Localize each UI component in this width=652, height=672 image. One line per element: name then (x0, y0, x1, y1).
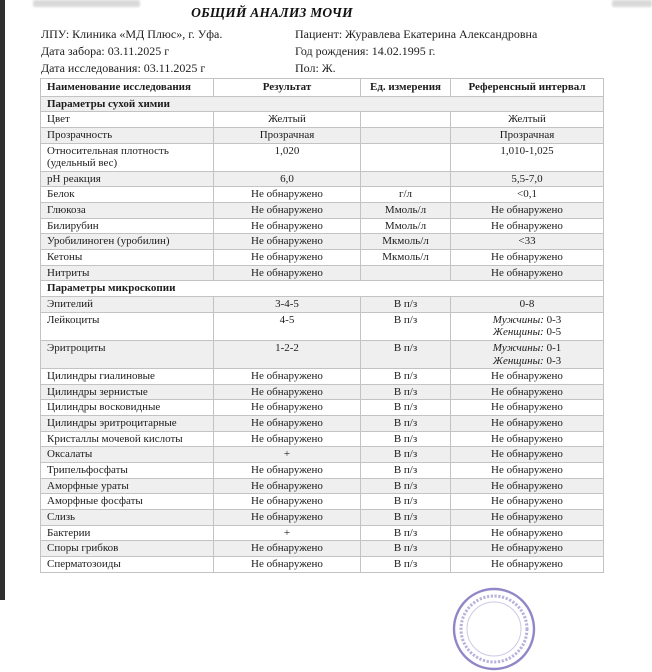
test-unit: В п/з (361, 296, 451, 312)
test-result: 3-4-5 (214, 296, 361, 312)
reference-interval: Не обнаружено (451, 525, 604, 541)
info-line-test-date: Дата исследования: 03.11.2025 г (41, 61, 206, 76)
reference-interval: Не обнаружено (451, 218, 604, 234)
test-name: Цилиндры восковидные (41, 400, 214, 416)
test-unit: В п/з (361, 556, 451, 572)
test-unit (361, 265, 451, 281)
test-name: Билирубин (41, 218, 214, 234)
info-line-birth-year: Год рождения: 14.02.1995 г. (295, 44, 436, 59)
table-row (41, 340, 604, 368)
info-line-patient: Пациент: Журавлева Екатерина Александровна (295, 27, 538, 41)
scan-edge-artifact (0, 0, 5, 600)
table-row (41, 112, 604, 128)
reference-interval: Не обнаружено (451, 265, 604, 281)
reference-interval (451, 340, 604, 368)
table-row (41, 218, 604, 234)
test-unit: В п/з (361, 312, 451, 340)
test-unit: В п/з (361, 400, 451, 416)
test-name: Эпителий (41, 296, 214, 312)
test-unit (361, 171, 451, 187)
report-info-right (295, 26, 537, 78)
test-name: Нитриты (41, 265, 214, 281)
test-result: 1-2-2 (214, 340, 361, 368)
column-header-units: Ед. измерения (361, 79, 451, 97)
scan-smudge-artifact (612, 0, 652, 7)
table-row (41, 234, 604, 250)
reference-interval: Не обнаружено (451, 431, 604, 447)
test-name: Трипельфосфаты (41, 463, 214, 479)
table-row (41, 127, 604, 143)
table-row (41, 509, 604, 525)
test-unit: В п/з (361, 525, 451, 541)
results-table (40, 78, 604, 573)
reference-interval: 5,5-7,0 (451, 171, 604, 187)
test-unit: В п/з (361, 541, 451, 557)
test-result: Прозрачная (214, 127, 361, 143)
test-unit (361, 127, 451, 143)
test-name: Цилиндры гиалиновые (41, 369, 214, 385)
test-unit: В п/з (361, 494, 451, 510)
table-row (41, 265, 604, 281)
section-row (41, 96, 604, 112)
test-name: Аморфные ураты (41, 478, 214, 494)
test-result: Не обнаружено (214, 541, 361, 557)
test-result: Не обнаружено (214, 203, 361, 219)
reference-interval: Не обнаружено (451, 509, 604, 525)
table-row (41, 431, 604, 447)
reference-interval: Не обнаружено (451, 494, 604, 510)
test-unit: Мкмоль/л (361, 250, 451, 266)
test-name: Лейкоциты (41, 312, 214, 340)
test-result: Не обнаружено (214, 400, 361, 416)
table-row (41, 143, 604, 171)
test-name: Уробилиноген (уробилин) (41, 234, 214, 250)
results-tbody (41, 96, 604, 572)
column-header-reference: Референсный интервал (451, 79, 604, 97)
test-result: Не обнаружено (214, 416, 361, 432)
section-label: Параметры сухой химии (41, 96, 604, 112)
test-name: Аморфные фосфаты (41, 494, 214, 510)
test-unit: В п/з (361, 340, 451, 368)
test-name: Относительная плотность (удельный вес) (41, 143, 214, 171)
table-row (41, 171, 604, 187)
test-name: Глюкоза (41, 203, 214, 219)
reference-interval (451, 312, 604, 340)
table-row (41, 312, 604, 340)
reference-gender-line: Женщины: 0-3 (492, 354, 562, 367)
test-name: Сперматозоиды (41, 556, 214, 572)
reference-interval: Не обнаружено (451, 556, 604, 572)
test-name: Цвет (41, 112, 214, 128)
test-name: Оксалаты (41, 447, 214, 463)
test-result: Не обнаружено (214, 494, 361, 510)
test-result: Не обнаружено (214, 234, 361, 250)
test-unit: Ммоль/л (361, 203, 451, 219)
test-unit: Ммоль/л (361, 218, 451, 234)
page-title: ОБЩИЙ АНАЛИЗ МОЧИ (191, 5, 353, 20)
reference-interval: <0,1 (451, 187, 604, 203)
reference-interval: Не обнаружено (451, 369, 604, 385)
column-header-result: Результат (214, 79, 361, 97)
test-result: Не обнаружено (214, 556, 361, 572)
test-name: Прозрачность (41, 127, 214, 143)
test-unit: В п/з (361, 369, 451, 385)
test-name: Эритроциты (41, 340, 214, 368)
test-result: Не обнаружено (214, 265, 361, 281)
reference-interval: Не обнаружено (451, 250, 604, 266)
test-name: Белок (41, 187, 214, 203)
round-stamp-icon (451, 586, 537, 672)
reference-interval: 1,010-1,025 (451, 143, 604, 171)
reference-interval: Не обнаружено (451, 384, 604, 400)
test-unit: г/л (361, 187, 451, 203)
table-row (41, 187, 604, 203)
section-row (41, 281, 604, 297)
test-result: Не обнаружено (214, 509, 361, 525)
test-name: pH реакция (41, 171, 214, 187)
table-row (41, 556, 604, 572)
table-row (41, 494, 604, 510)
table-row (41, 296, 604, 312)
test-result: Не обнаружено (214, 369, 361, 385)
reference-interval: Не обнаружено (451, 463, 604, 479)
test-result: 6,0 (214, 171, 361, 187)
test-unit: В п/з (361, 447, 451, 463)
test-result: 4-5 (214, 312, 361, 340)
test-result: Не обнаружено (214, 384, 361, 400)
test-result: + (214, 447, 361, 463)
test-unit: Мкмоль/л (361, 234, 451, 250)
test-unit (361, 112, 451, 128)
test-name: Споры грибков (41, 541, 214, 557)
table-row (41, 541, 604, 557)
reference-interval: Не обнаружено (451, 203, 604, 219)
test-result: Не обнаружено (214, 187, 361, 203)
test-result: 1,020 (214, 143, 361, 171)
reference-interval: Прозрачная (451, 127, 604, 143)
section-label: Параметры микроскопии (41, 281, 604, 297)
test-unit: В п/з (361, 478, 451, 494)
table-row (41, 250, 604, 266)
test-unit: В п/з (361, 416, 451, 432)
table-row (41, 400, 604, 416)
test-result: Не обнаружено (214, 218, 361, 234)
test-unit: В п/з (361, 384, 451, 400)
table-row (41, 384, 604, 400)
table-row (41, 369, 604, 385)
table-row (41, 447, 604, 463)
test-result: Не обнаружено (214, 478, 361, 494)
table-row (41, 416, 604, 432)
test-result: Не обнаружено (214, 463, 361, 479)
test-unit: В п/з (361, 509, 451, 525)
reference-interval: Не обнаружено (451, 447, 604, 463)
info-line-sample-date: Дата забора: 03.11.2025 г (41, 44, 170, 59)
reference-interval: Не обнаружено (451, 541, 604, 557)
test-name: Цилиндры эритроцитарные (41, 416, 214, 432)
reference-interval: Не обнаружено (451, 400, 604, 416)
test-result: Не обнаружено (214, 431, 361, 447)
test-name: Кетоны (41, 250, 214, 266)
report-info-left (41, 26, 222, 78)
info-line-sex: Пол: Ж. (295, 61, 336, 76)
test-result: Желтый (214, 112, 361, 128)
test-result: + (214, 525, 361, 541)
table-header-row (41, 79, 604, 97)
table-row (41, 203, 604, 219)
reference-interval: Не обнаружено (451, 416, 604, 432)
table-row (41, 463, 604, 479)
info-line-lpu: ЛПУ: Клиника «МД Плюс», г. Уфа. (41, 27, 223, 41)
reference-interval: Не обнаружено (451, 478, 604, 494)
test-name: Кристаллы мочевой кислоты (41, 431, 214, 447)
reference-interval: Желтый (451, 112, 604, 128)
reference-interval: <33 (451, 234, 604, 250)
table-row (41, 478, 604, 494)
reference-gender-line: Мужчины: 0-3 (492, 313, 562, 326)
test-unit: В п/з (361, 463, 451, 479)
test-unit (361, 143, 451, 171)
test-unit: В п/з (361, 431, 451, 447)
test-name: Бактерии (41, 525, 214, 541)
test-result: Не обнаружено (214, 250, 361, 266)
reference-interval: 0-8 (451, 296, 604, 312)
test-name: Цилиндры зернистые (41, 384, 214, 400)
reference-gender-line: Женщины: 0-5 (492, 326, 562, 339)
test-name: Слизь (41, 509, 214, 525)
column-header-name: Наименование исследования (41, 79, 214, 97)
reference-gender-line: Мужчины: 0-1 (492, 341, 562, 354)
table-row (41, 525, 604, 541)
